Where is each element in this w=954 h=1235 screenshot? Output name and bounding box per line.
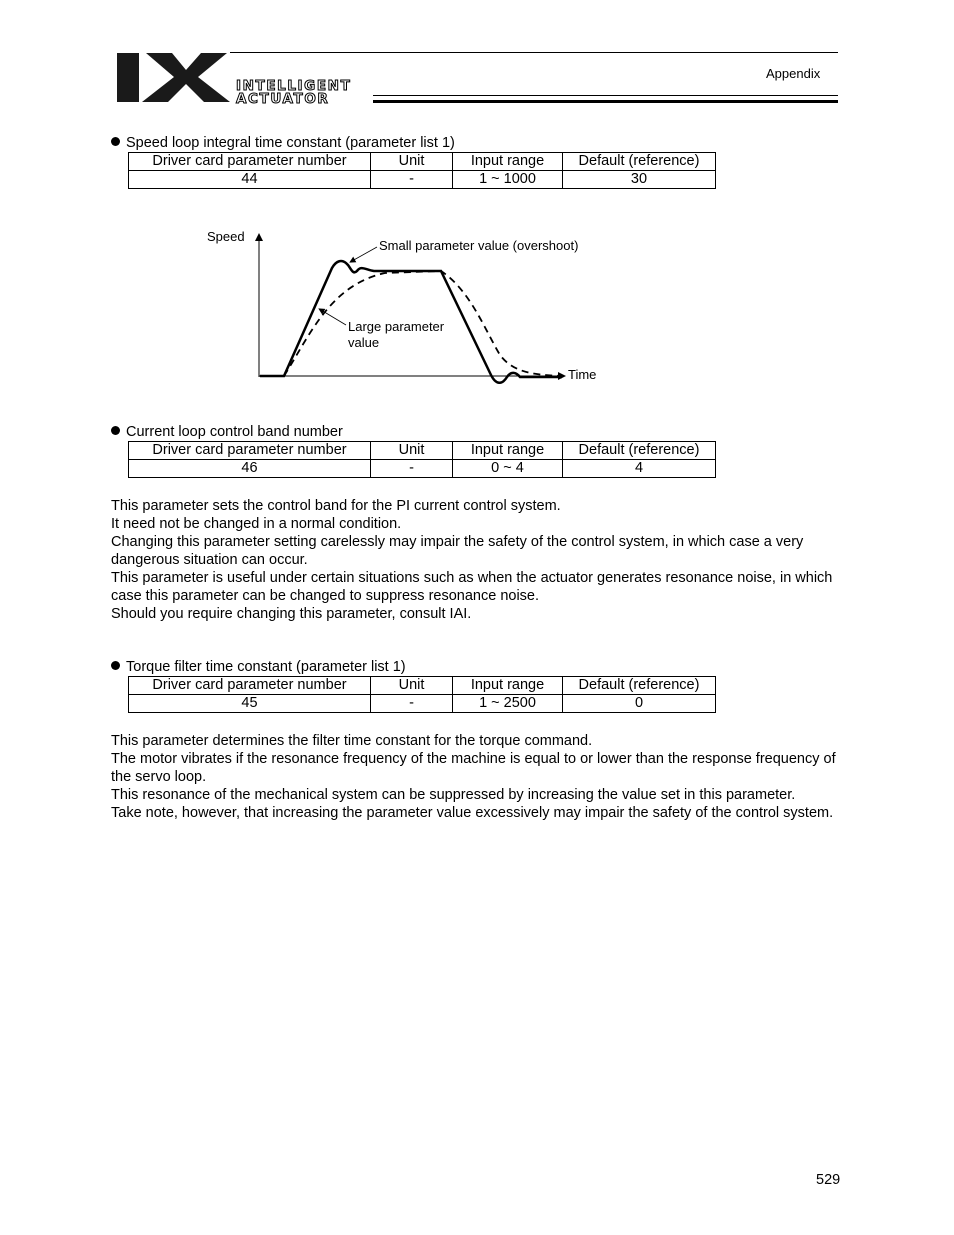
param-table-current-loop [128, 441, 716, 478]
table-cell: - [371, 695, 453, 713]
ix-logo-icon [114, 50, 232, 104]
header-rule-top [230, 52, 838, 53]
bullet-dot-icon [111, 137, 120, 146]
table-cell: - [371, 171, 453, 189]
table-header-row [129, 677, 716, 695]
paragraph: It need not be changed in a normal condition. [111, 516, 402, 532]
paragraph: Changing this parameter setting carelessly may impair the safety of the control system, in which case a very dangerous situation can occur. [111, 534, 804, 568]
small-param-annotation: Small parameter value (overshoot) [379, 238, 579, 253]
header-rule-bottom [373, 100, 838, 103]
bullet-title: Speed loop integral time constant (parameter list 1) [126, 135, 455, 151]
large-param-leader [321, 310, 346, 325]
paragraph: This resonance of the mechanical system can be suppressed by increasing the value set in this parameter. [111, 787, 796, 803]
paragraph: The motor vibrates if the resonance frequency of the machine is equal to or lower than the response frequency of the servo loop. [111, 751, 836, 785]
current-loop-description [111, 497, 856, 623]
large-param-annotation-line-2: value [348, 335, 380, 350]
paragraph: Should you require changing this parameter, consult IAI. [111, 606, 472, 622]
logo-line-2: ACTUATOR [236, 91, 330, 107]
table-cell: 4 [563, 460, 716, 478]
table-header-row [129, 153, 716, 171]
table-cell: 45 [129, 695, 371, 713]
x-axis-label: Time [568, 367, 597, 382]
table-header-cell: Driver card parameter number [129, 442, 371, 460]
table-header-cell: Input range [453, 677, 563, 695]
bullet-title: Torque filter time constant (parameter list 1) [126, 659, 406, 675]
table-header-cell: Default (reference) [563, 677, 716, 695]
header-rule-bottom-thin [373, 95, 838, 96]
table-cell: 0 [563, 695, 716, 713]
table-row [129, 695, 716, 713]
large-param-annotation-line-1: Large parameter [348, 319, 445, 334]
logo-line-1: INTELLIGENT [236, 78, 352, 94]
table-header-cell: Input range [453, 442, 563, 460]
table-header-cell: Default (reference) [563, 442, 716, 460]
table-cell: - [371, 460, 453, 478]
company-logo [114, 50, 396, 106]
speed-response-diagram [200, 225, 610, 395]
bullet-dot-icon [111, 426, 120, 435]
param-table-speed-loop [128, 152, 716, 189]
section-name: Appendix [766, 66, 821, 81]
torque-filter-description [111, 732, 856, 822]
bullet-speed-loop [111, 134, 455, 152]
table-row [129, 171, 716, 189]
page-number: 529 [816, 1172, 841, 1188]
table-cell: 1 ~ 1000 [453, 171, 563, 189]
param-table-torque-filter [128, 676, 716, 713]
table-cell: 46 [129, 460, 371, 478]
table-row [129, 460, 716, 478]
table-header-cell: Input range [453, 153, 563, 171]
bullet-current-loop [111, 423, 343, 441]
y-axis-label: Speed [207, 229, 245, 244]
paragraph: Take note, however, that increasing the parameter value excessively may impair the safety of the control system. [111, 805, 834, 821]
table-header-cell: Unit [371, 153, 453, 171]
table-cell: 44 [129, 171, 371, 189]
paragraph: This parameter sets the control band for the PI current control system. [111, 498, 561, 514]
table-cell: 0 ~ 4 [453, 460, 563, 478]
table-cell: 30 [563, 171, 716, 189]
bullet-dot-icon [111, 661, 120, 670]
table-header-cell: Driver card parameter number [129, 153, 371, 171]
logo-wordmark [236, 80, 351, 106]
bullet-title: Current loop control band number [126, 424, 343, 440]
table-header-cell: Unit [371, 677, 453, 695]
bullet-torque-filter [111, 658, 406, 676]
small-param-leader [352, 247, 377, 261]
table-header-cell: Default (reference) [563, 153, 716, 171]
table-header-row [129, 442, 716, 460]
table-header-cell: Driver card parameter number [129, 677, 371, 695]
paragraph: This parameter is useful under certain situations such as when the actuator generates resonance noise, in which case this parameter can be changed to suppress resonance noise. [111, 570, 833, 604]
table-cell: 1 ~ 2500 [453, 695, 563, 713]
table-header-cell: Unit [371, 442, 453, 460]
paragraph: This parameter determines the filter time constant for the torque command. [111, 733, 593, 749]
